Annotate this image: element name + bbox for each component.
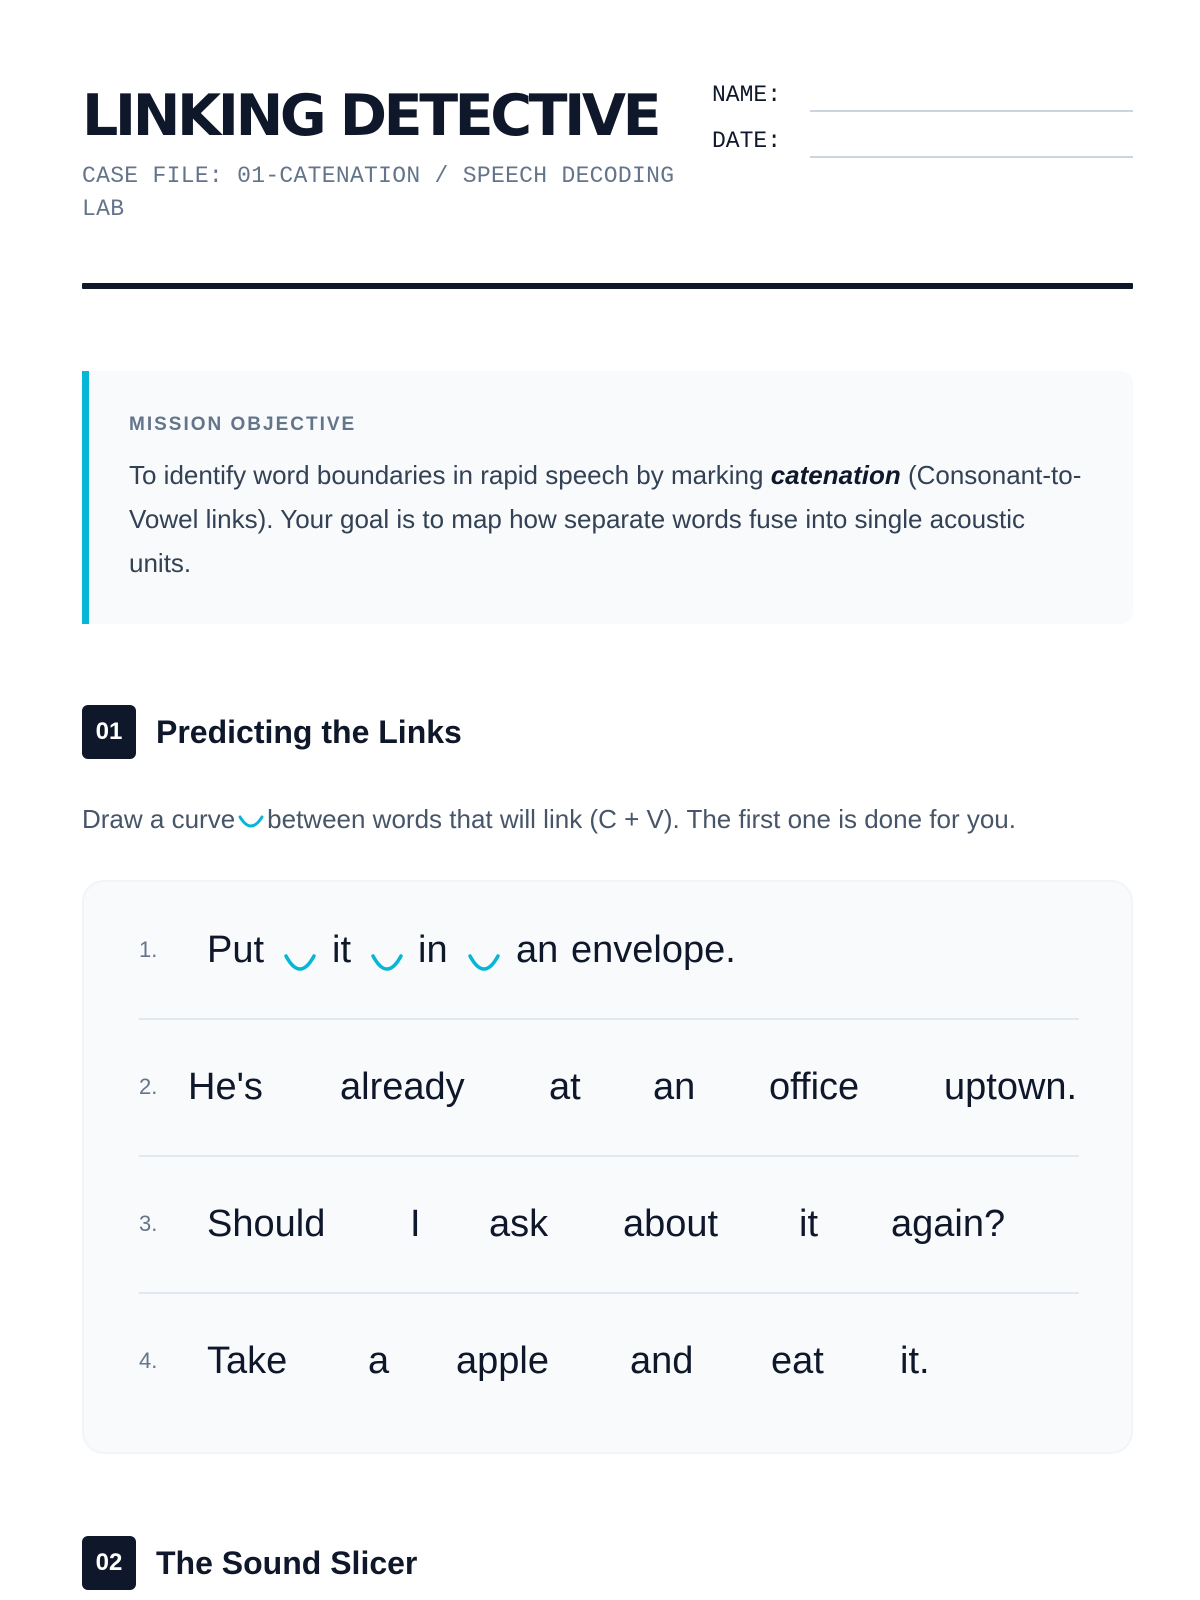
word[interactable]: and [630, 1340, 694, 1382]
sentence-number: 4. [139, 1348, 158, 1373]
word[interactable]: office [769, 1066, 860, 1108]
name-label: NAME: [712, 82, 782, 108]
mission-objective-text [129, 453, 1093, 585]
mission-key-term: catenation [770, 460, 901, 490]
word[interactable]: ask [489, 1203, 549, 1245]
linking-curve-icon [237, 813, 265, 831]
sentence-row [139, 1019, 1079, 1155]
word[interactable]: about [623, 1203, 719, 1245]
instruction-text: Draw a curve [82, 804, 236, 834]
worksheet-header [82, 0, 1133, 290]
mission-objective-label: MISSION OBJECTIVE [129, 414, 357, 435]
section-title: Predicting the Links [156, 714, 462, 750]
word[interactable]: eat [771, 1340, 824, 1382]
section-number-badge: 02 [82, 1536, 136, 1590]
sentence-number: 3. [139, 1211, 158, 1236]
section-number-badge: 01 [82, 705, 136, 759]
section-instruction [82, 800, 1016, 838]
name-input-line[interactable] [810, 110, 1133, 112]
word[interactable]: it [332, 929, 351, 971]
word[interactable]: He's [188, 1066, 263, 1108]
word[interactable]: already [340, 1066, 465, 1108]
word[interactable]: an [653, 1066, 696, 1108]
word[interactable]: again? [891, 1203, 1006, 1245]
instruction-text: between words that will link (C + V). The first one is done for you. [267, 804, 1016, 834]
word[interactable]: I [410, 1203, 421, 1245]
section-02-header [82, 1536, 782, 1590]
mission-objective-box [82, 371, 1133, 624]
link-curve-icon [370, 952, 404, 974]
sentence-number: 2. [139, 1074, 158, 1099]
word[interactable]: a [368, 1340, 390, 1382]
exercise-card [82, 880, 1133, 1454]
sentence-row [139, 882, 1079, 1018]
case-file-subtitle: CASE FILE: 01-CATENATION / SPEECH DECODING LAB [82, 163, 675, 222]
section-01-header [82, 705, 782, 759]
word[interactable]: envelope. [571, 929, 736, 971]
section-title: The Sound Slicer [156, 1545, 418, 1581]
word[interactable]: Should [207, 1203, 326, 1245]
header-divider [82, 283, 1133, 289]
worksheet-page [82, 0, 1133, 1581]
mission-text-part: To identify word boundaries in rapid speech by marking [129, 460, 771, 490]
word[interactable]: at [549, 1066, 581, 1108]
worksheet-title: LINKING DETECTIVE [82, 83, 659, 149]
link-curve-icon [283, 952, 317, 974]
word[interactable]: it [799, 1203, 818, 1245]
date-input-line[interactable] [810, 156, 1133, 158]
word[interactable]: uptown. [944, 1066, 1078, 1108]
name-field[interactable] [712, 80, 1133, 110]
link-curve-icon [467, 952, 501, 974]
word[interactable]: apple [456, 1340, 549, 1382]
sentence-row [139, 1293, 1079, 1429]
mission-text-part: (Consonant-to-Vowel links). Your goal is to map how separate words fuse into single acoustic units. [129, 460, 1082, 578]
sentence-number: 1. [139, 937, 158, 962]
date-field[interactable] [712, 126, 1133, 156]
word[interactable]: it. [900, 1340, 930, 1382]
sentence-row [139, 1156, 1079, 1292]
word[interactable]: in [418, 929, 448, 971]
word[interactable]: Take [207, 1340, 288, 1382]
word[interactable]: an [516, 929, 559, 971]
date-label: DATE: [712, 128, 782, 154]
word[interactable]: Put [207, 929, 265, 971]
